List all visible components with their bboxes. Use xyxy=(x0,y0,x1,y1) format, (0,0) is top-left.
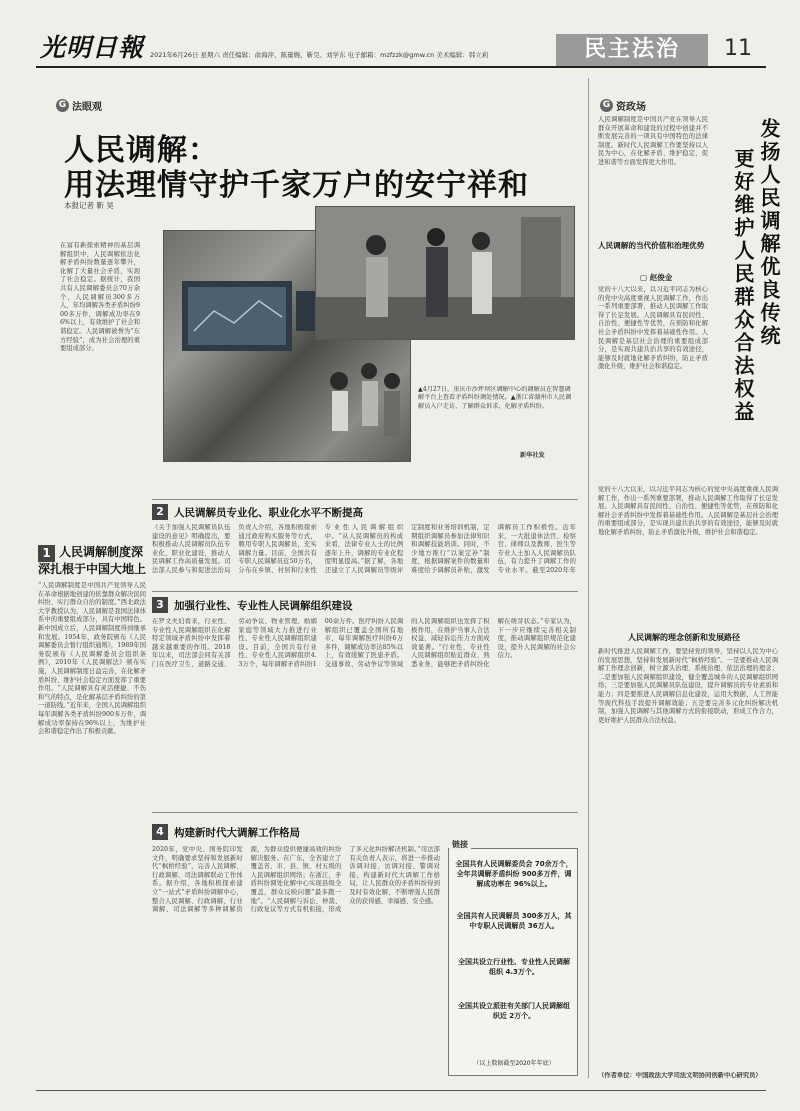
link-box-label: 链接 xyxy=(449,839,471,850)
link-box-source: （以上数据截至2020年年底） xyxy=(473,1060,555,1067)
author-note: （作者单位：中国政法大学司法文明协同创新中心研究员） xyxy=(598,1072,762,1079)
main-title-line2: 用法理情守护千家万户的安宁祥和 xyxy=(64,168,529,203)
g-logo-icon: G xyxy=(600,99,613,112)
column-divider xyxy=(588,78,589,1078)
lead-text: 在富有新探索精神的基层调解组织中，人民调解依法化解矛盾纠纷数量逐年攀升，化解了大量社会矛盾，实现了社会稳定。据统计，我国共有人民调解委员会70万余个，人民调解员300多万人，年均调解各类矛盾纠纷900多万件，调解成功率在96%以上，有效维护了社会和谐稳定。人民调解被誉为“东方经验”，成为社会治理的重要组成部分。 xyxy=(60,242,140,353)
divider-section-2 xyxy=(152,499,578,500)
main-title-line1: 人民调解： xyxy=(64,133,219,168)
vertical-title-line1: 发扬人民调解优良传统 xyxy=(757,118,781,348)
byline: 本报记者 靳 昊 xyxy=(64,201,114,210)
vertical-title-line2: 更好维护人民群众合法权益 xyxy=(731,148,755,424)
vertical-headline xyxy=(712,118,782,478)
section-4-body: 2020年，党中央、国务院印发文件，明确要求坚持和发展新时代“枫桥经验”，完善人民调解、行政调解、司法调解联动工作体系。据介绍，各地积极探索建立“一站式”矛盾纠纷调解中心，整合人民调解、行政调解、行业调解、司法调解等多种调解资源，为群众提供便捷高效的纠纷解决服务。在广东，全省建立了覆盖省、市、县、镇、村五级的人民调解组织网络；在浙江，矛盾纠纷调处化解中心实现县级全覆盖，群众反映问题“最多跑一地”。“人民调解与诉讼、仲裁、行政复议等方式有机衔接，形成了多元化纠纷解决机制。”司法部有关负责人表示，将进一步推动诉调对接、访调对接、警调对接，构建新时代大调解工作格局，让人民群众的矛盾纠纷得到及时有效化解，不断增强人民群众的获得感、幸福感、安全感。 xyxy=(152,846,440,914)
photo-community-visit xyxy=(315,206,575,340)
link-item: 全国共设立行业性、专业性人民调解组织 4.3万个。 xyxy=(458,958,570,976)
right-subhead-2: 人民调解的理念创新和发展路径 xyxy=(628,633,740,642)
section-3-body: 在罗文夫妇看来，行业性、专业性人民调解组织在化解特定领域矛盾纠纷中发挥着越来越重要的作用。2018年以来，司法部会同有关部门在医疗卫生、道路交通、劳动争议、物业管理、婚姻家庭等领域大力推进行业性、专业性人民调解组织建设。目前，全国共有行业性、专业性人民调解组织4.3万个，每年调解矛盾纠纷100余万件。医疗纠纷人民调解组织已覆盖全国所有地市，每年调解医疗纠纷6万多件，调解成功率达85%以上，有效缓解了医患矛盾。交通事故、劳动争议等领域的人民调解组织也发挥了积极作用，在维护当事人合法权益、减轻诉讼压力方面成效显著。“行业性、专业性人民调解组织贴近群众、熟悉业务，能够把矛盾纠纷化解在萌芽状态。”专家认为，下一步应继续完善相关制度，推动调解组织规范化建设，提升人民调解的社会公信力。 xyxy=(152,618,576,668)
right-body-2: 新时代推进人民调解工作，要坚持党的领导，坚持以人民为中心的发展思想，坚持和发展新时代“枫桥经验”。一是要推动人民调解工作理念创新，树立源头治理、系统治理、依法治理的理念；二是要加强人民调解组织建设，健全覆盖城乡的人民调解组织网络；三是要加强人民调解员队伍建设，提升调解员的专业素质和能力；四是要推进人民调解信息化建设，运用大数据、人工智能等现代科技手段提升调解效能；五是要完善多元化纠纷解决机制，加强人民调解与其他调解方式的衔接联动，形成工作合力，更好维护人民群众合法权益。 xyxy=(598,648,778,724)
right-body-1: 党的十八大以来，以习近平同志为核心的党中央高度重视人民调解工作，作出一系列重要部署，推动人民调解工作取得了长足发展。人民调解具有民间性、自治性、便捷性等优势，在预防和化解社会矛盾纠纷中发挥着基础性作用。人民调解是基层社会治理的重要组成部分，是实现共建共治共享的有效途径，能够及时就地化解矛盾纠纷，防止矛盾激化升级，维护社会和谐稳定。 xyxy=(598,286,708,371)
link-item: 全国共有人民调解员 300多万人，其中专职人民调解员 36万人。 xyxy=(456,912,572,930)
photo-credit: 新华社发 xyxy=(520,452,545,459)
column-label: G 法眼观 xyxy=(56,98,102,113)
masthead-rule xyxy=(36,66,766,68)
section-2-body: 《关于加强人民调解员队伍建设的意见》明确提出，要积极推动人民调解员队伍专业化、职业化建设，推动人民调解工作高质量发展。司法部人民参与和促进法治局负责人介绍，各地积极探索通过政府购买服务等方式，聘用专职人民调解员，充实调解力量。目前，全国共有专职人民调解员近50万名，分布在乡镇、村居和行业性专业性人民调解组织中。“从人民调解员的构成来看，法律专业人士的比例逐年上升，调解的专业化程度明显提高。”据了解，各地还建立了人民调解员等级评定制度和业务培训机制，定期组织调解员参加法律知识和调解技能培训。同时，不少地方推行“以案定补”制度，根据调解案件的数量和难度给予调解员补贴，激发调解员工作积极性。近年来，一大批退休法官、检察官、律师以及教师、医生等专业人士加入人民调解员队伍，有力提升了调解工作的专业水平。截至2020年年 xyxy=(152,524,576,574)
right-column-label: G 资政场 xyxy=(600,98,646,113)
link-item: 全国共有人民调解委员会 70余万个，全年共调解矛盾纠纷 900多万件，调解成功率在 96%以上。 xyxy=(455,860,573,888)
masthead-info: 2021年6月26日 星期六 责任编辑：俞海萍、陈量婉、靳昊、刘学东 电子邮箱：mzfzzk@gmw.cn 美术编辑：韩立莉 xyxy=(150,51,489,59)
footer-rule xyxy=(36,1090,766,1091)
page-number: 11 xyxy=(724,36,752,61)
right-intro-text: 人民调解制度是中国共产党在领导人民群众开展革命和建设的过程中创建并不断发展完善的一项具有中国特色的法律制度。新时代人民调解工作要坚持以人民为中心，在化解矛盾、维护稳定、促进和谐等方面发挥更大作用。 xyxy=(598,116,708,166)
divider-section-4 xyxy=(152,812,578,813)
section-1-body: “人民调解制度是中国共产党领导人民在革命根据地创建的依靠群众解决民间纠纷、实行群众自治的制度。”西北政法大学教授认为，人民调解是我国法律体系中的重要组成部分，具有中国特色。新中国成立后，人民调解制度得到继承和发展。1954年，政务院颁布《人民调解委员会暂行组织通则》，1989年国务院颁布《人民调解委员会组织条例》，2010年《人民调解法》颁布实施，人民调解制度日益完善，在化解矛盾纠纷、维护社会稳定方面发挥了重要作用。“人民调解具有灵活便捷、不伤和气的特点，是化解基层矛盾纠纷的第一道防线。”近年来，全国人民调解组织每年调解各类矛盾纠纷900多万件，调解成功率保持在96%以上，为维护社会和谐稳定作出了积极贡献。 xyxy=(38,582,146,736)
photo-visit-illustration xyxy=(316,207,575,340)
newspaper-logo: 光明日報 xyxy=(40,33,145,62)
divider-section-3 xyxy=(152,591,578,592)
section-title: 民主法治 xyxy=(556,34,708,66)
link-item: 全国共设立派驻有关部门人民调解组织近 2万个。 xyxy=(458,1002,570,1020)
section-1-heading: 1 人民调解制度深 深扎根于中国大地上 xyxy=(38,545,147,576)
link-box xyxy=(448,840,578,1076)
section-2-heading: 2 人民调解员专业化、职业化水平不断提高 xyxy=(152,504,363,520)
right-subhead-1: 人民调解的当代价值和治理优势 xyxy=(598,241,705,250)
right-body-1-cont: 党的十八大以来，以习近平同志为核心的党中央高度重视人民调解工作，作出一系列重要部署，推动人民调解工作取得了长足发展。人民调解具有民间性、自治性、便捷性等优势，在预防和化解社会矛盾纠纷中发挥着基础性作用。人民调解是基层社会治理的重要组成部分，是实现共建共治共享的有效途径，能够及时就地化解矛盾纠纷，防止矛盾激化升级，维护社会和谐稳定。 xyxy=(598,486,778,536)
author: ▢ 赵俊金 xyxy=(640,273,673,282)
photo-caption: ▲4月27日，重庆市沙坪坝区调解中心的调解员在智慧调解平台上查看矛盾纠纷调处情况。▲浙江省湖州市人民调解员入户走访，了解群众诉求，化解矛盾纠纷。 xyxy=(418,386,572,410)
g-logo-icon: G xyxy=(56,99,69,112)
section-3-heading: 3 加强行业性、专业性人民调解组织建设 xyxy=(152,597,353,613)
section-4-heading: 4 构建新时代大调解工作格局 xyxy=(152,824,300,840)
